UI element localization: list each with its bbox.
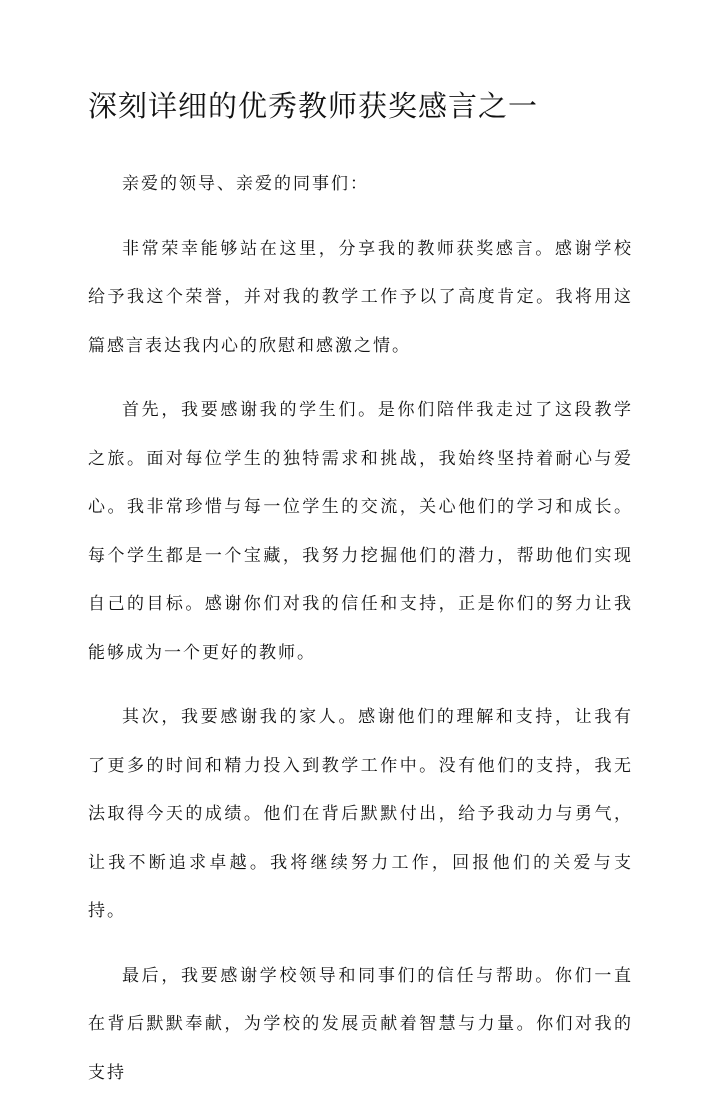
paragraph-salutation: 亲爱的领导、亲爱的同事们： — [122, 174, 369, 194]
paragraph-students: 首先，我要感谢我的学生们。是你们陪伴我走过了这段教学之旅。面对每位学生的独特需求和挑战，我始终坚持着耐心与爱心。我非常珍惜与每一位学生的交流，关心他们的学习和成长。每个学生都是一个宝藏，我努力挖掘他们的潜力，帮助他们实现自己的目标。感谢你们对我的信任和支持，正是你们的努力让我能够成为一个更好的教师。 — [88, 400, 633, 663]
paragraph-intro: 非常荣幸能够站在这里，分享我的教师获奖感言。感谢学校给予我这个荣誉，并对我的教学工作予以了高度肯定。我将用这篇感言表达我内心的欣慰和感激之情。 — [88, 238, 633, 356]
document-title: 深刻详细的优秀教师获奖感言之一 — [88, 89, 539, 123]
paragraph-family: 其次，我要感谢我的家人。感谢他们的理解和支持，让我有了更多的时间和精力投入到教学工作中。没有他们的支持，我无法取得今天的成绩。他们在背后默默付出，给予我动力与勇气，让我不断追求卓越。我将继续努力工作，回报他们的关爱与支持。 — [88, 707, 633, 921]
paragraph-colleagues: 最后，我要感谢学校领导和同事们的信任与帮助。你们一直在背后默默奉献，为学校的发展贡献着智慧与力量。你们对我的支持 — [88, 965, 633, 1083]
document-body — [88, 160, 633, 1113]
